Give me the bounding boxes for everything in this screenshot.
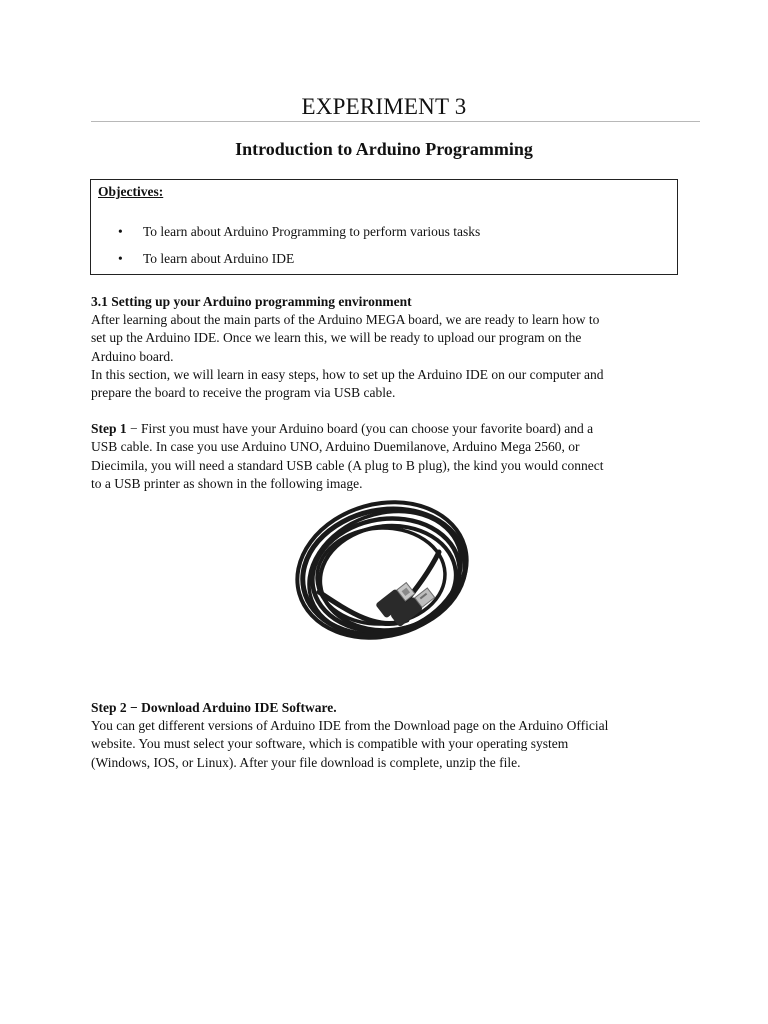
paragraph-line: In this section, we will learn in easy steps, how to set up the Arduino IDE on our computer and <box>91 366 604 382</box>
usb-cable-image <box>289 492 479 662</box>
bullet-icon: • <box>118 224 123 239</box>
paragraph-line: You can get different versions of Arduino IDE from the Download page on the Arduino Official <box>91 718 609 734</box>
step-1-paragraph <box>91 420 691 438</box>
title-divider <box>91 121 700 122</box>
objective-item <box>118 251 294 267</box>
paragraph-line: After learning about the main parts of the Arduino MEGA board, we are ready to learn how to <box>91 312 600 328</box>
paragraph-line: Diecimila, you will need a standard USB cable (A plug to B plug), the kind you would connect <box>91 457 604 473</box>
objectives-heading: Objectives: <box>98 184 164 199</box>
paragraph-line: set up the Arduino IDE. Once we learn this, we will be ready to upload our program on the <box>91 330 582 346</box>
objective-item <box>118 224 480 240</box>
step-1-text: − First you must have your Arduino board (you can choose your favorite board) and a <box>126 421 594 437</box>
paragraph-line: USB cable. In case you use Arduino UNO, Arduino Duemilanove, Arduino Mega 2560, or <box>91 439 580 455</box>
step-2-heading: Step 2 − Download Arduino IDE Software. <box>91 700 337 715</box>
bullet-icon: • <box>118 251 123 266</box>
section-3-1 <box>91 293 691 493</box>
paragraph-line: to a USB printer as shown in the following image. <box>91 475 363 491</box>
objective-text: To learn about Arduino Programming to perform various tasks <box>143 224 481 239</box>
objective-text: To learn about Arduino IDE <box>143 251 295 266</box>
usb-cable-icon <box>289 492 479 662</box>
paragraph-spacer <box>91 402 691 420</box>
page-subtitle: Introduction to Arduino Programming <box>235 139 533 159</box>
step-1-label: Step 1 <box>91 421 127 437</box>
paragraph-line: (Windows, IOS, or Linux). After your file download is complete, unzip the file. <box>91 754 521 770</box>
step-2-section <box>91 699 691 772</box>
objectives-box <box>90 179 678 275</box>
section-heading: 3.1 Setting up your Arduino programming environment <box>91 294 412 309</box>
paragraph-line: prepare the board to receive the program via USB cable. <box>91 385 396 401</box>
paragraph-line: website. You must select your software, which is compatible with your operating system <box>91 736 569 752</box>
page-title: EXPERIMENT 3 <box>301 94 467 119</box>
paragraph-line: Arduino board. <box>91 348 174 364</box>
